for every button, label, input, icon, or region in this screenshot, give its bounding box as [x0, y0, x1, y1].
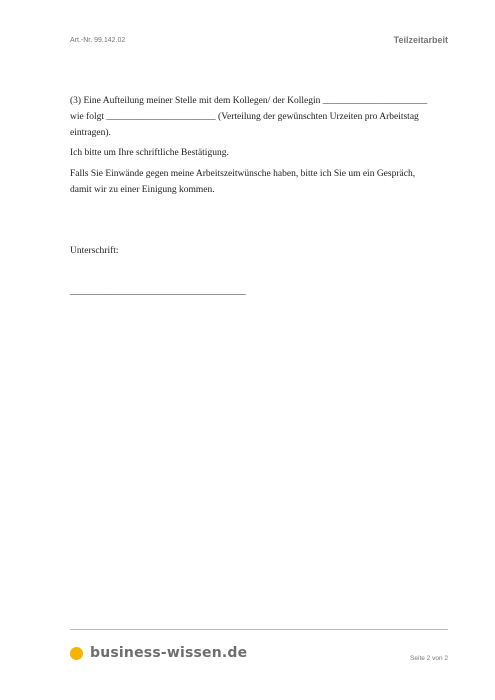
paragraph-line: damit wir zu einer Einigung kommen. — [70, 185, 215, 195]
paragraph-stellenaufteilung — [70, 93, 450, 141]
brand-name: business-wissen.de — [90, 645, 248, 661]
paragraph-bestaetigung: Ich bitte um Ihre schriftliche Bestätigung. — [70, 148, 229, 158]
paragraph-einwaende — [70, 166, 450, 198]
page-number: Seite 2 von 2 — [410, 655, 448, 662]
article-number: Art.-Nr. 99.142.02 — [70, 37, 126, 44]
paragraph-line: wie folgt _______________________ (Verteilung der gewünschten Urzeiten pro Arbeitstag — [70, 112, 419, 122]
document-title: Teilzeitarbeit — [393, 35, 448, 45]
paragraph-line: eintragen). — [70, 128, 111, 138]
paragraph-line: Falls Sie Einwände gegen meine Arbeitszeitwünsche haben, bitte ich Sie um ein Gespräch, — [70, 169, 416, 179]
signature-line: _____________________________________ — [70, 287, 246, 297]
paragraph-line: (3) Eine Aufteilung meiner Stelle mit dem Kollegen/ der Kollegin ______________________ — [70, 96, 428, 106]
signature-label: Unterschrift: — [70, 246, 119, 256]
brand-logo — [70, 645, 247, 661]
footer-divider — [70, 629, 448, 630]
brand-dot-icon — [70, 647, 83, 660]
